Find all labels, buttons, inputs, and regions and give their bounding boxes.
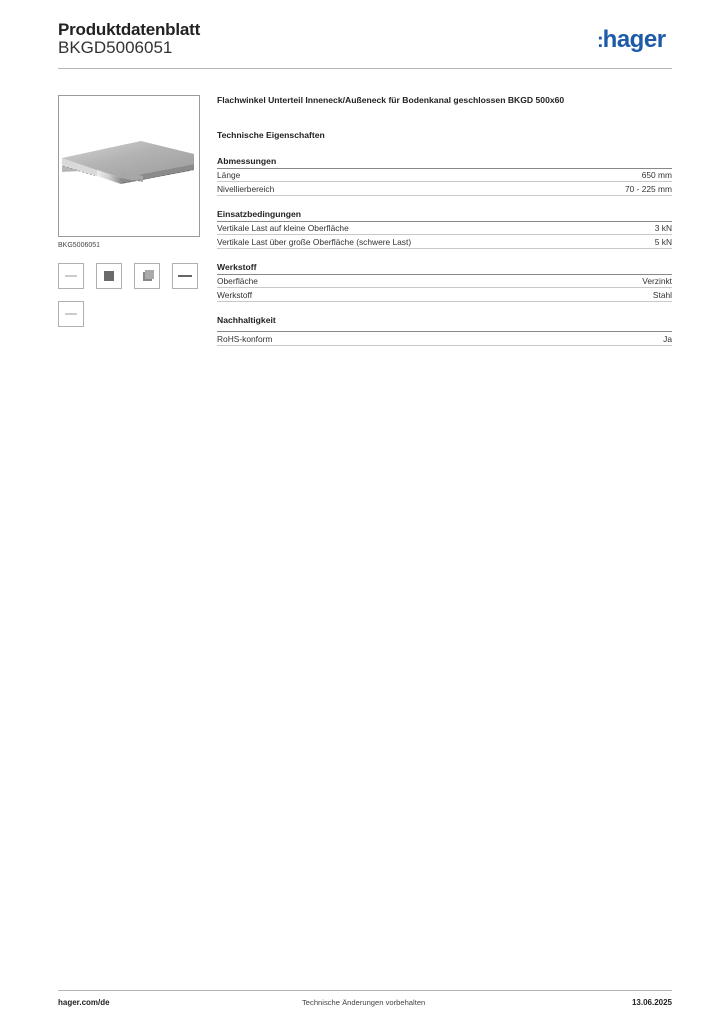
product-image[interactable] — [58, 95, 200, 237]
spec-row — [217, 169, 672, 182]
flat-angle-part-image — [59, 96, 199, 236]
hager-logo — [597, 28, 666, 52]
spec-value: 3 kN — [654, 223, 672, 233]
thumbnail-corner-view[interactable] — [134, 263, 160, 289]
thumbnail-dimension-drawing-2[interactable] — [58, 301, 84, 327]
spec-label: Oberfläche — [217, 276, 258, 286]
spec-value: 70 - 225 mm — [624, 184, 672, 194]
logo-dots: : — [597, 30, 602, 52]
thumbnail-dimension-drawing[interactable] — [58, 263, 84, 289]
footer-date: 13.06.2025 — [631, 998, 672, 1007]
spec-row — [217, 289, 672, 302]
spec-label: RoHS-konform — [217, 334, 273, 344]
spec-value: Verzinkt — [642, 276, 672, 286]
spec-row — [217, 236, 672, 249]
group-title-werkstoff: Werkstoff — [217, 262, 257, 272]
footer-website-link[interactable]: hager.com/de — [58, 998, 110, 1007]
spec-label: Vertikale Last über große Oberfläche (schwere Last) — [217, 237, 412, 247]
spec-value: 650 mm — [641, 170, 672, 180]
thumbnail-line-drawing[interactable] — [172, 263, 198, 289]
footer-divider — [58, 990, 672, 991]
dimension-drawing-icon — [59, 302, 83, 326]
logo-text: hager — [602, 26, 666, 53]
footer-notice: Technische Änderungen vorbehalten — [302, 998, 426, 1007]
product-description: Flachwinkel Unterteil Inneneck/Außeneck für Bodenkanal geschlossen BKGD 500x60 — [217, 95, 565, 105]
spec-label: Werkstoff — [217, 290, 253, 300]
spec-row — [217, 275, 672, 288]
group-divider — [217, 331, 672, 332]
spec-value: 5 kN — [654, 237, 672, 247]
spec-value: Stahl — [652, 290, 672, 300]
header-divider — [58, 68, 672, 69]
image-caption: BKG5006051 — [58, 242, 101, 249]
section-title: Technische Eigenschaften — [217, 130, 325, 140]
square-view-icon — [97, 264, 121, 288]
spec-row — [217, 222, 672, 235]
page-title: Produktdatenblatt — [58, 20, 201, 39]
spec-label: Länge — [217, 170, 241, 180]
spec-value: Ja — [663, 334, 672, 344]
thumbnail-square-view[interactable] — [96, 263, 122, 289]
spec-row — [217, 333, 672, 346]
product-code: BKGD5006051 — [58, 38, 173, 57]
group-title-nachhaltigkeit: Nachhaltigkeit — [217, 315, 276, 325]
group-title-einsatzbedingungen: Einsatzbedingungen — [217, 209, 302, 219]
spec-row — [217, 183, 672, 196]
corner-view-icon — [135, 264, 159, 288]
spec-label: Nivellierbereich — [217, 184, 275, 194]
group-title-abmessungen: Abmessungen — [217, 156, 277, 166]
spec-label: Vertikale Last auf kleine Oberfläche — [217, 223, 349, 233]
line-drawing-icon — [173, 264, 197, 288]
dimension-drawing-icon — [59, 264, 83, 288]
